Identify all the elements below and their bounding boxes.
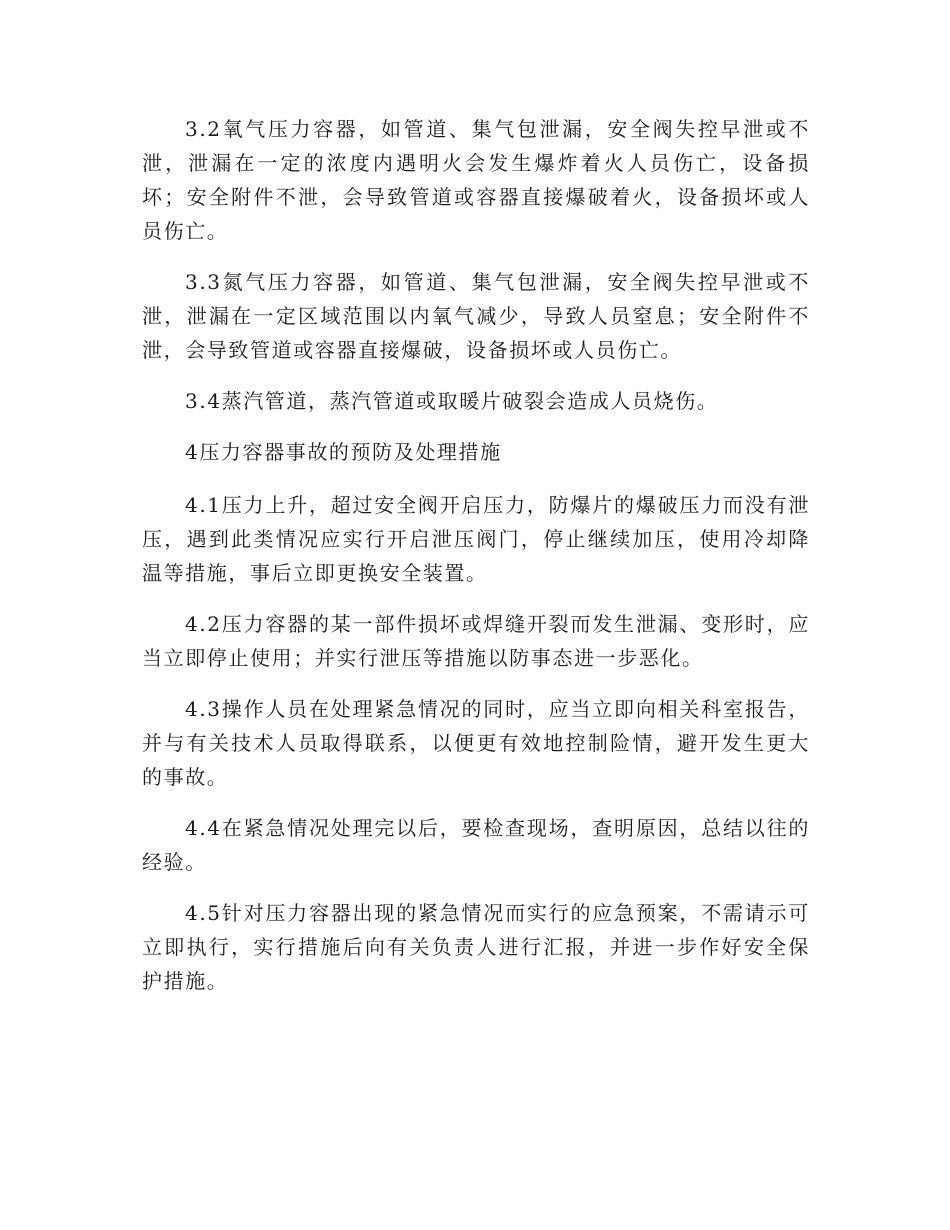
paragraph-4-2-component-damage: 4.2压力容器的某一部件损坏或焊缝开裂而发生泄漏、变形时，应当立即停止使用；并实行泄压等措施以防事态进一步恶化。 xyxy=(142,612,810,670)
paragraph-3-4-steam-pipe: 3.4蒸汽管道，蒸汽管道或取暖片破裂会造成人员烧伤。 xyxy=(185,389,719,413)
paragraph-4-4-site-inspection: 4.4在紧急情况处理完以后，要检查现场，查明原因，总结以往的经验。 xyxy=(142,816,810,874)
section-heading-4: 4压力容器事故的预防及处理措施 xyxy=(185,440,502,464)
paragraph-3-2-oxygen-vessel: 3.2氧气压力容器，如管道、集气包泄漏，安全阀失控早泄或不泄，泄漏在一定的浓度内遇明火会发生爆炸着火人员伤亡，设备损坏；安全附件不泄，会导致管道或容器直接爆破着火，设备损坏或人员伤亡。 xyxy=(142,117,810,243)
paragraph-4-1-pressure-rise: 4.1压力上升，超过安全阀开启压力，防爆片的爆破压力而没有泄压，遇到此类情况应实行开启泄压阀门，停止继续加压，使用冷却降温等措施，事后立即更换安全装置。 xyxy=(142,493,810,585)
paragraph-4-5-emergency-plan: 4.5针对压力容器出现的紧急情况而实行的应急预案，不需请示可立即执行，实行措施后向有关负责人进行汇报，并进一步作好安全保护措施。 xyxy=(142,901,810,993)
paragraph-4-3-operator-report: 4.3操作人员在处理紧急情况的同时，应当立即向相关科室报告，并与有关技术人员取得联系，以便更有效地控制险情，避开发生更大的事故。 xyxy=(142,697,810,789)
paragraph-3-3-nitrogen-vessel: 3.3氮气压力容器，如管道、集气包泄漏，安全阀失控早泄或不泄，泄漏在一定区域范围以内氧气减少，导致人员窒息；安全附件不泄，会导致管道或容器直接爆破，设备损坏或人员伤亡。 xyxy=(142,270,810,362)
